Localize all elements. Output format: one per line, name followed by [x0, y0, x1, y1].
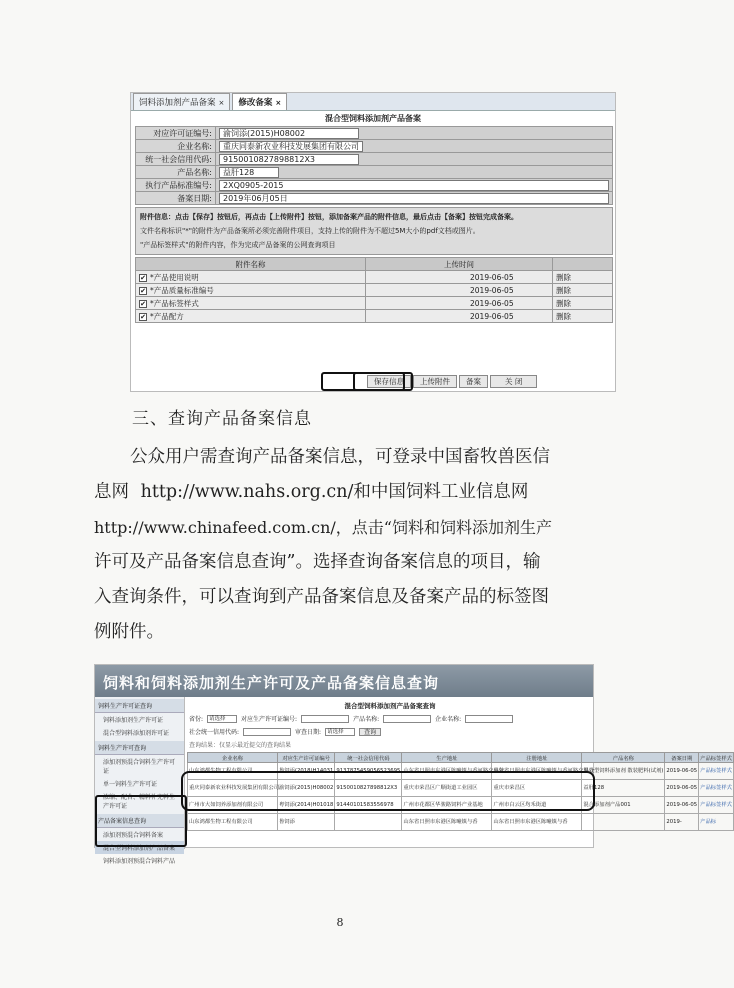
checkbox-checked-icon[interactable]: ✔	[140, 299, 146, 308]
license-input[interactable]	[301, 715, 349, 723]
tab-label: 修改备案	[238, 98, 273, 108]
date-label: 审查日期:	[295, 729, 322, 736]
attachment-name: *产品标签样式	[150, 298, 199, 308]
table-row	[188, 814, 734, 831]
checkbox-checked-icon[interactable]: ✔	[140, 273, 146, 282]
label-style-link[interactable]: 产品标签样式	[699, 763, 734, 780]
attachment-notes	[135, 207, 613, 255]
product-name-field[interactable]: 益肝128	[219, 167, 279, 178]
column-header: 注册地址	[492, 753, 582, 763]
tab-bar	[131, 93, 615, 111]
attachment-name: *产品使用说明	[150, 272, 199, 282]
table-row	[136, 271, 613, 284]
paragraph-line: http://www.chinafeed.com.cn/，点击“饲料和饲料添加剂生产	[94, 518, 552, 537]
paragraph-line: 息网 http://www.nahs.org.cn/和中国饲料工业信息网	[94, 482, 529, 502]
attachment-name: *产品配方	[150, 311, 184, 321]
standard-number-field[interactable]: 2XQ0905-2015	[219, 180, 609, 191]
delete-link[interactable]: 删除	[553, 310, 613, 323]
cell: 鲁饲添	[278, 814, 335, 831]
cell: 重庆市荣昌区	[492, 780, 582, 797]
paragraph-line: 例附件。	[94, 622, 164, 642]
field-row	[136, 192, 613, 205]
notes-label-style: "产品标签样式"的附件内容，作为完成产品备案的公网查询项目	[140, 241, 336, 249]
paragraph-line: 公众用户需查询产品备案信息，可登录中国畜牧兽医信	[130, 447, 550, 467]
company-name-field[interactable]: 重庆同泰新农业科技发展集团有限公司	[219, 141, 363, 152]
paragraph-line: 入查询条件，可以查询到产品备案信息及备案产品的标签图	[94, 587, 549, 607]
province-label: 省份:	[189, 716, 204, 723]
cell: 广州市大如饲养添加剂有限公司	[188, 797, 278, 814]
label-style-link[interactable]: 产品标签样式	[699, 797, 734, 814]
column-header: 备案日期	[665, 753, 699, 763]
table-row	[136, 284, 613, 297]
table-row	[136, 310, 613, 323]
credit-input[interactable]	[243, 728, 291, 736]
cell: 重庆同泰新农业科技发展集团有限公司	[188, 780, 278, 797]
cell: 2019-06-05	[665, 797, 699, 814]
field-row	[136, 127, 613, 140]
company-input[interactable]	[465, 715, 513, 723]
table-row	[136, 297, 613, 310]
filing-fields	[135, 126, 613, 205]
cell: 广州市白云区均禾街道	[492, 797, 582, 814]
cell: 9150010827898812X3	[335, 780, 402, 797]
cell	[582, 814, 665, 831]
sidebar-item[interactable]: 添加剂预混合饲料备案	[103, 832, 164, 839]
field-label: 产品名称:	[136, 166, 216, 179]
cell: 混合添加剂产品001	[582, 797, 665, 814]
cell: 9137875459056523695	[335, 763, 402, 780]
credit-label: 社会统一信用代码:	[189, 729, 240, 736]
result-note: 查询结果：仅显示最近提交的查询结果	[189, 742, 292, 749]
query-site-screenshot	[94, 664, 732, 865]
field-label: 备案日期:	[136, 192, 216, 205]
column-header: 企业名称	[188, 753, 278, 763]
label-style-link[interactable]: 产品标签样式	[699, 780, 734, 797]
checkbox-checked-icon[interactable]: ✔	[140, 286, 146, 295]
cell: 山东鸿都生物工程有限公司	[188, 763, 278, 780]
checkbox-checked-icon[interactable]: ✔	[140, 312, 146, 321]
sidebar-item-selected[interactable]: 混合型饲料添加剂产品备案	[95, 841, 184, 854]
upload-time: 2019-06-05	[366, 297, 553, 310]
upload-time: 2019-06-05	[366, 310, 553, 323]
query-button[interactable]: 查询	[359, 728, 381, 736]
attachment-name: *产品质量标准编号	[150, 285, 214, 295]
filing-form-screenshot	[130, 92, 616, 392]
sidebar-item[interactable]: 浓缩、配合、精料补充料生产许可证	[103, 794, 176, 810]
cell: 2019-06-05	[665, 763, 699, 780]
tab-additive-filing[interactable]	[133, 93, 230, 110]
label-style-link[interactable]: 产品标	[699, 814, 734, 831]
delete-link[interactable]: 删除	[553, 284, 613, 297]
tab-modify-filing[interactable]	[232, 93, 287, 110]
cell: 91440101583556978	[335, 797, 402, 814]
credit-code-field[interactable]: 9150010827898812X3	[219, 154, 359, 165]
cell: 山东鸿都生物工程有限公司	[188, 814, 278, 831]
column-header: 产品标签样式	[699, 753, 734, 763]
cell: 2019-06-05	[665, 780, 699, 797]
cell: 山东省日照市东港区陈疃镇与香	[492, 814, 582, 831]
column-header: 产品名称	[582, 753, 665, 763]
cell: 2019-	[665, 814, 699, 831]
paragraph-line: 许可及产品备案信息查询”。选择查询备案信息的项目，输	[94, 552, 541, 572]
upload-time: 2019-06-05	[366, 271, 553, 284]
highlight-upload-ring	[353, 372, 413, 391]
cell: 山东省日照市东港区陈疃镇与香河路交界处	[492, 763, 582, 780]
cell: 渝饲添(2015)H08002	[278, 780, 335, 797]
column-header: 生产地址	[402, 753, 492, 763]
product-label: 产品名称:	[353, 716, 380, 723]
license-number-field[interactable]: 渝饲添(2015)H08002	[219, 128, 359, 139]
column-header	[553, 258, 613, 271]
upload-attachment-button[interactable]: 上传附件	[413, 375, 457, 388]
sidebar-item[interactable]: 混合型饲料添加剂许可证	[103, 730, 170, 737]
filing-date-field[interactable]: 2019年06月05日	[219, 193, 609, 204]
cell: 混合型饲料添加剂 散装肥料(试剂)	[582, 763, 665, 780]
notes-instructions: 附件信息：点击【保存】按钮后，再点击【上传附件】按钮，添加备案产品的附件信息，最后点击【备案】按钮完成备案。	[140, 213, 518, 221]
column-header: 附件名称	[136, 258, 366, 271]
cell: 鲁饲添(2018)H14031	[278, 763, 335, 780]
query-row	[189, 727, 591, 736]
close-button[interactable]: 关 闭	[490, 375, 537, 388]
close-icon[interactable]: ×	[218, 99, 225, 107]
sidebar-item[interactable]: 饲料添加剂生产许可证	[103, 717, 164, 724]
close-icon[interactable]: ×	[275, 99, 282, 107]
field-row	[136, 166, 613, 179]
section-heading: 三、查询产品备案信息	[132, 409, 312, 429]
cell: 山东省日照市东港区陈疃镇与香	[402, 814, 492, 831]
cell: 重庆市荣昌区广顺街道工业园区	[402, 780, 492, 797]
form-title: 混合型饲料添加剂产品备案	[325, 114, 421, 123]
page-number: 8	[336, 916, 344, 929]
sidebar-group: 饲料生产许可证查询	[95, 699, 184, 713]
field-label: 企业名称:	[136, 140, 216, 153]
product-input[interactable]	[383, 715, 431, 723]
license-label: 对应生产许可证编号:	[241, 716, 298, 723]
sidebar-item[interactable]: 添加剂预混合饲料生产许可证	[103, 759, 176, 775]
notes-required: 文件名称标识"*"的附件为产品备案所必须完善附件项目，支持上传的附件为不超过5M大小的pdf文档或图片。	[140, 227, 480, 235]
field-row	[136, 179, 613, 192]
file-button[interactable]: 备案	[459, 375, 488, 388]
sidebar-group: 产品备案信息查询	[95, 814, 184, 828]
field-row	[136, 140, 613, 153]
query-title: 混合型饲料添加剂产品备案查询	[344, 702, 436, 710]
sidebar-group: 饲料生产许可查询	[95, 741, 184, 755]
column-header: 对应生产许可证编号	[278, 753, 335, 763]
query-row	[189, 714, 591, 723]
delete-link[interactable]: 删除	[553, 271, 613, 284]
field-row	[136, 153, 613, 166]
date-select[interactable]: 请选择	[325, 728, 355, 736]
save-button[interactable]: 保存信息	[367, 375, 411, 388]
highlight-sidebar-ring	[95, 795, 187, 847]
field-label: 统一社会信用代码:	[136, 153, 216, 166]
sidebar-item[interactable]: 饲料添加剂预混合饲料产品	[103, 858, 176, 865]
cell: 山东省日照市东港区陈疃镇与香河路交界处	[402, 763, 492, 780]
cell: 广州市花都区华骏路饲料产业基地	[402, 797, 492, 814]
cell	[335, 814, 402, 831]
delete-link[interactable]: 删除	[553, 297, 613, 310]
cell: 粤饲添(2014)H01018	[278, 797, 335, 814]
cell: 益肝128	[582, 780, 665, 797]
company-label: 企业名称:	[435, 716, 462, 723]
tab-label: 饲料添加剂产品备案	[139, 98, 216, 108]
attachments-table	[135, 257, 613, 323]
body-paragraph	[94, 440, 594, 650]
sidebar-item[interactable]: 单一饲料生产许可证	[103, 781, 158, 788]
province-select[interactable]: 请选择	[207, 715, 237, 723]
column-header: 上传时间	[366, 258, 553, 271]
site-banner: 饲料和饲料添加剂生产许可及产品备案信息查询	[95, 665, 593, 697]
field-label: 对应许可证编号:	[136, 127, 216, 140]
column-header: 统一社会信用代码	[335, 753, 402, 763]
highlight-results-ring	[181, 771, 595, 811]
field-label: 执行产品标准编号:	[136, 179, 216, 192]
upload-time: 2019-06-05	[366, 284, 553, 297]
